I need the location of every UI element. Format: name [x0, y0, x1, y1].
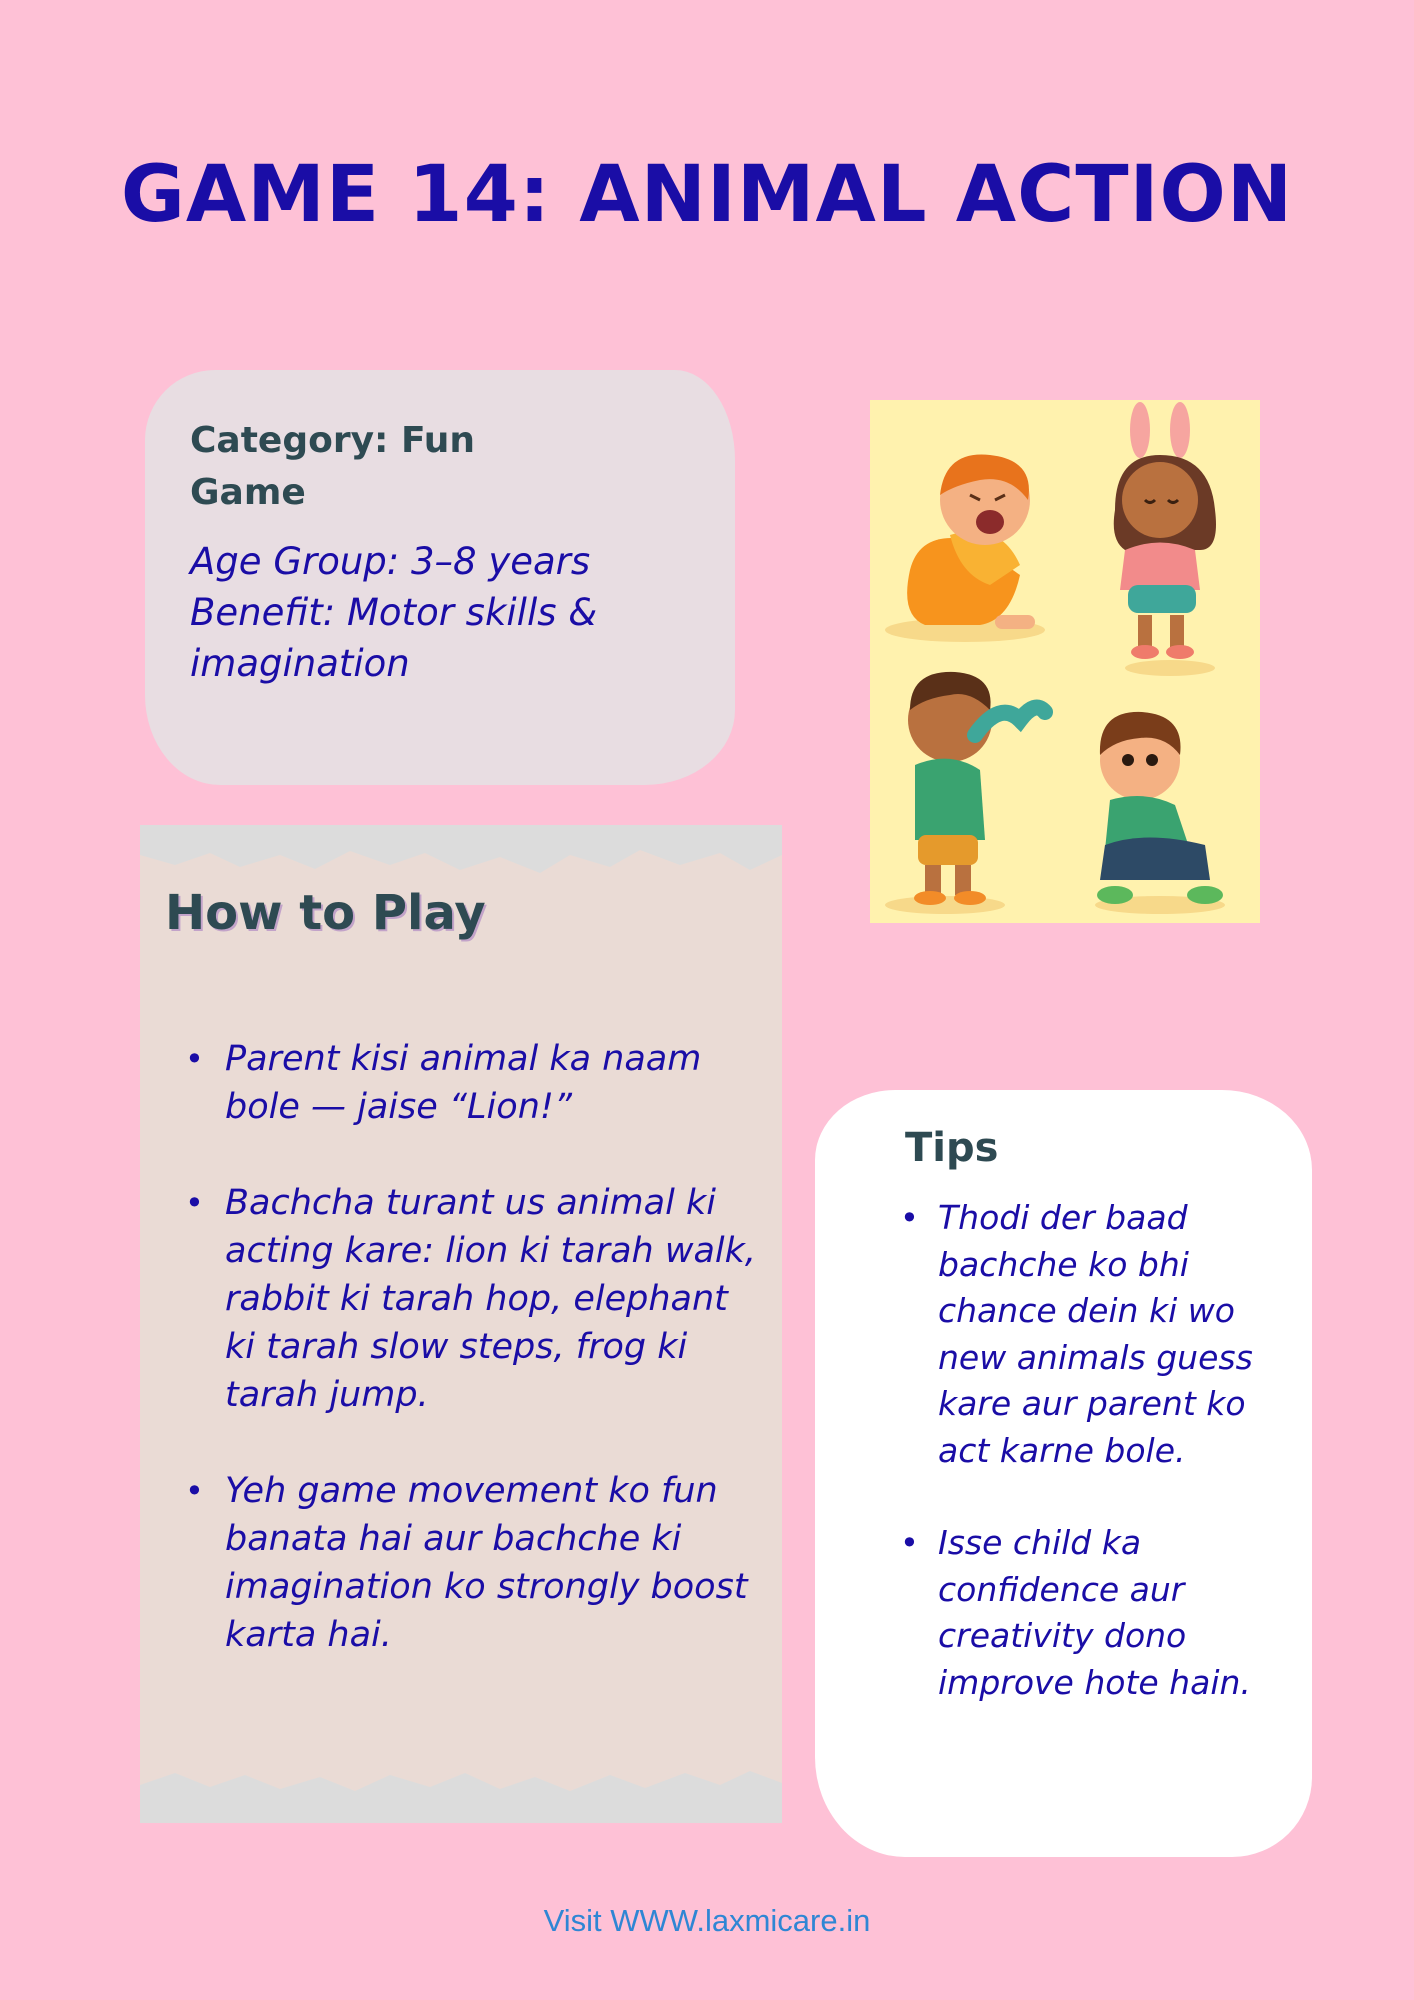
info-details — [190, 536, 710, 689]
list-item-text: Isse child ka confidence aur creativity dono improve hote hain. — [938, 1523, 1251, 1702]
age-group-text: Age Group: 3–8 years — [190, 540, 591, 583]
list-item — [900, 1195, 1300, 1474]
page-title: GAME 14: ANIMAL ACTION — [120, 150, 1294, 240]
list-item-text: Parent kisi animal ka naam bole — jaise “Lion!” — [225, 1039, 702, 1127]
list-item-text: Yeh game movement ko fun banata hai aur bachche ki imagination ko strongly boost karta hai. — [225, 1471, 748, 1655]
tips-list — [900, 1195, 1300, 1752]
how-to-play-list — [185, 1035, 765, 1707]
torn-edge-bottom — [140, 1763, 782, 1823]
bullet-icon: • — [900, 1199, 919, 1237]
torn-edge-top — [140, 825, 782, 885]
kids-illustration-image — [870, 400, 1260, 923]
bullet-icon: • — [185, 1472, 204, 1510]
benefit-text: Benefit: Motor skills & imagination — [190, 591, 598, 685]
list-item — [185, 1179, 765, 1419]
list-item — [185, 1467, 765, 1659]
category-label: Category: Fun Game — [190, 420, 476, 513]
list-item — [900, 1520, 1300, 1706]
bullet-icon: • — [185, 1184, 204, 1222]
list-item-text: Bachcha turant us animal ki acting kare: lion ki tarah walk, rabbit ki tarah hop, elephant ki tarah slow steps, frog ki tarah jump. — [225, 1183, 757, 1415]
list-item — [185, 1035, 765, 1131]
bullet-icon: • — [900, 1524, 919, 1562]
kids-acting-animals-illustration — [870, 400, 1260, 923]
footer-link[interactable]: Visit WWW.laxmicare.in — [543, 1903, 871, 1938]
list-item-text: Thodi der baad bachche ko bhi chance dein ki wo new animals guess kare aur parent ko act karne bole. — [938, 1198, 1253, 1470]
bullet-icon: • — [185, 1040, 204, 1078]
how-to-play-heading: How to Play — [165, 885, 486, 941]
tips-heading: Tips — [905, 1125, 999, 1171]
